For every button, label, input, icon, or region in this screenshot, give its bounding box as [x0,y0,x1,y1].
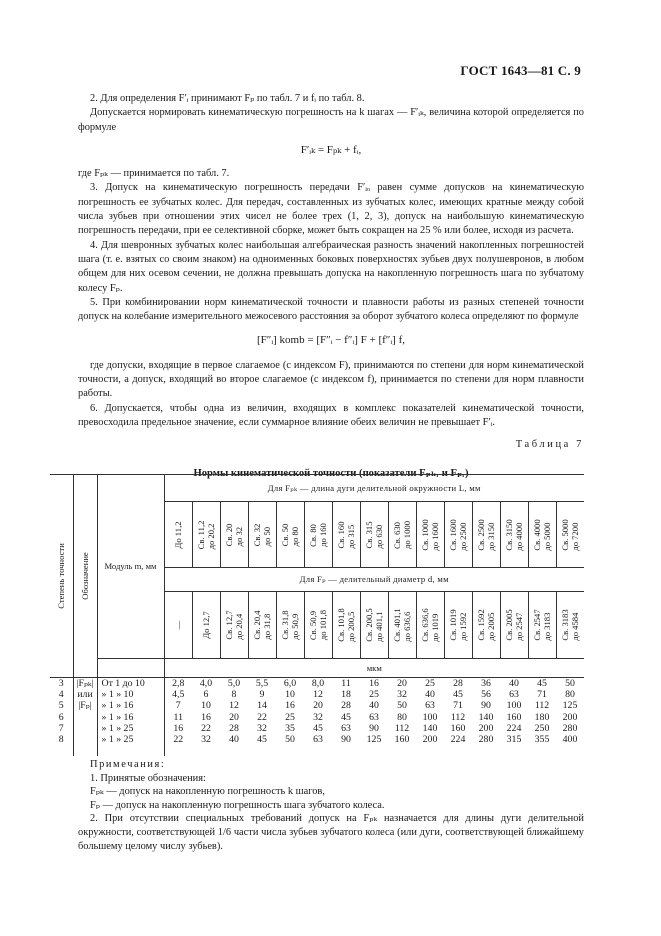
table-cell: 90 [369,722,379,734]
diam-range-line: Св. 401,1 [392,608,402,642]
arc-range-label [392,520,412,548]
diam-range-label [476,609,496,640]
diam-range-cell [360,592,388,659]
arc-range-cell [556,502,584,568]
notes-heading: Примечания: [90,759,166,770]
table-cell: 45 [313,722,323,734]
diam-range-cell [276,592,304,659]
table-cell: 11 [341,678,351,689]
arc-range-label [196,520,216,549]
diam-range-line: до 101,8 [318,609,328,641]
degree-value: 4 [58,689,64,701]
diam-range-line: Св. 1019 [448,609,458,641]
table-cell: 200 [478,722,494,734]
arc-range-line: до 80 [290,526,300,546]
table-cell: 40 [509,678,519,689]
table-cell: 10 [285,689,295,701]
table-cell: 160 [450,722,466,734]
table-cell: 12 [229,700,239,712]
paragraph-5: 5. При комбинировании норм кинематической точности и плавности работы из разных степеней точности допуск на колебание измерительного межосевого расстояния за оборот зубчатого колеса определяют по формуле [78,296,584,323]
table-cell: 200 [422,734,438,746]
table-cell: 10 [201,700,211,712]
table-cell: 224 [450,734,466,746]
arc-range-label [252,523,272,546]
table-cell: 90 [341,734,351,746]
arc-range-line: Св. 2500 [476,518,486,551]
table-cell: 63 [341,722,351,734]
arc-range-line: Св. 1000 [420,518,430,551]
diam-range-cell [304,592,332,659]
diam-range-label [448,609,468,640]
arc-range-label [532,519,552,550]
table-cell: 22 [173,734,184,746]
arc-range-line: Св. 315 [364,521,374,548]
symbol-column [73,678,97,756]
table-cell: 20 [313,700,323,712]
value-column [500,678,528,756]
diam-range-cell [332,592,360,659]
diam-range-line: Св. 200,5 [364,608,374,642]
diam-range-cell [444,592,472,659]
diam-range-cell [388,592,416,659]
table-cell: 112 [394,722,410,734]
value-column [248,678,276,756]
paragraph-4: 4. Для шевронных зубчатых колес наибольшая алгебраическая разность значений накопленных погрешностей шага (т. е. взятых со своим знаком) на одноименных боковых поверхностях зубьев двух полушевронов, в любом общем для них осевом сечении, не должна превышать допуска на накопленную погрешность шага по зубчатому колесу Fₚ. [78,239,584,294]
diam-range-label [173,621,183,630]
note-2: 2. При отсутствии специальных требований допуск на Fₚₖ назначается для длины дуги делительной окружности, соответствующей 1/6 части числа зубьев зубчатого колеса (или дуги, соответствующей ближайшему большему целому числу зубьев). [78,813,584,852]
arc-range-cell [528,502,556,568]
arc-range-line: Св. 3150 [504,518,514,551]
table-cell: 71 [537,689,547,701]
table-cell: 9 [259,689,265,701]
table-title: Нормы кинематической точности (показатели Fₚₖᵣ и Fₚᵣ) [193,467,469,479]
degree-value: 8 [58,734,64,746]
diam-range-line: до 31,8 [262,613,272,640]
diam-range-line: Св. 31,8 [280,610,290,640]
arc-header: Для Fₚₖ — длина дуги делительной окружности L, мм [164,475,584,502]
diam-range-line: Св. 101,8 [336,608,346,642]
diam-range-label [224,610,244,639]
table-cell: 250 [534,722,550,734]
arc-range-cell [444,502,472,568]
table-cell: 45 [341,711,351,723]
value-column [332,678,360,756]
diam-range-line: до 2547 [514,612,524,641]
arc-header-row [50,475,584,502]
diam-range-label [336,608,356,641]
value-column [276,678,304,756]
unit-row [50,659,584,678]
arc-range-cell [304,502,332,568]
arc-range-label [560,519,580,550]
degree-column [50,678,73,756]
table-cell: 16 [201,711,211,723]
unit-label: мкм [366,662,382,673]
table-cell: 112 [450,711,466,723]
body-text [78,92,584,481]
table-cell: 22 [201,722,211,734]
diam-range-label [308,610,328,640]
module-value: » 1 » 16 [101,700,134,712]
diam-range-cell [472,592,500,659]
arc-range-line: до 160 [318,522,328,547]
arc-range-line: До 11,2 [173,520,183,549]
table-cell: 35 [285,722,295,734]
note-1: 1. Принятые обозначения: [90,772,206,784]
degree-value: 7 [58,722,64,734]
arc-range-line: Св. 160 [336,521,346,548]
table-cell: 8,0 [311,678,325,689]
table-cell: 7 [175,700,181,712]
diam-range-line: Св. 2005 [504,609,514,641]
table-cell: 140 [478,711,494,723]
diam-range-cell [528,592,556,659]
diam-range-cell [556,592,584,659]
table-cell: 20 [229,711,239,723]
arc-range-line: Св. 11,2 [196,520,206,549]
diam-range-label [280,610,300,639]
arc-range-cell [388,502,416,568]
arc-range-line: Св. 630 [392,521,402,549]
arc-range-label [420,519,440,550]
table-cell: 100 [422,711,438,723]
table-cell: 16 [173,722,184,734]
value-column [528,678,556,756]
table-cell: 45 [257,734,267,746]
arc-range-cell [248,502,276,568]
table-cell: 315 [506,734,522,746]
table-cell: 28 [229,722,239,734]
table-cell: 224 [506,722,522,734]
diam-range-line: до 200,5 [346,611,356,642]
table-caption: Таблица 7 [515,439,584,451]
diam-range-line: Св. 1592 [476,609,486,641]
diam-range-cell [164,592,192,659]
arc-range-line: Св. 5000 [560,518,571,551]
table-cell: 36 [481,678,491,689]
diam-range-line: до 4584 [570,612,581,641]
arc-range-line: до 5000 [542,522,552,551]
arc-range-cell [192,502,220,568]
arc-range-line: Св. 20 [224,523,234,546]
value-column [388,678,416,756]
arc-range-line: Св. 1600 [448,518,458,551]
arc-range-line: до 630 [374,524,384,548]
value-column [164,678,192,756]
diam-range-line: Св. 3183 [560,609,571,641]
table-cell: 40 [369,700,379,712]
value-column [556,678,584,756]
diam-range-label [504,609,524,640]
table-cell: 20 [397,678,407,689]
table-cell: 180 [534,711,550,723]
arc-range-line: до 1600 [430,522,440,551]
table-cell: 40 [229,734,239,746]
diam-range-label [532,609,552,640]
table-cell: 63 [313,734,323,746]
diam-range-cell [416,592,444,659]
arc-range-cell [472,502,500,568]
arc-range-line: до 7200 [570,522,581,551]
table-cell: 12 [313,689,323,701]
table-cell: 28 [341,700,351,712]
table-cell: 8 [231,689,237,701]
arc-range-line: до 315 [346,524,356,548]
arc-range-line: Св. 80 [308,523,318,547]
paragraph-2: 2. Для определения F′ᵢ принимают Fₚ по табл. 7 и fᵢ по табл. 8. [90,93,365,104]
arc-range-cell [500,502,528,568]
diam-range-line: до 20,4 [234,613,244,640]
value-column [416,678,444,756]
value-column [472,678,500,756]
table-cell: 100 [506,700,522,712]
diam-range-cell [192,592,220,659]
arc-range-line: до 20,2 [206,523,216,549]
arc-range-label [336,521,356,548]
arc-range-cell [220,502,248,568]
formula-komb: [F″ᵢ] komb = [F″ᵢ − f″ᵢ] F + [f″ᵢ] f, [256,334,405,347]
degree-value: 3 [58,678,64,689]
table-cell: 32 [257,722,267,734]
diam-range-line: до 3183 [542,612,552,641]
arc-range-cell [416,502,444,568]
symbol-header: Обозначение [80,552,90,600]
diam-range-line: Св. 636,6 [420,608,430,642]
symbol-value: |Fₚₖ| [76,678,94,689]
table-cell: 11 [173,711,183,723]
arc-range-cell [164,502,192,568]
value-column [192,678,220,756]
diam-range-cell [500,592,528,659]
table-cell: 160 [506,711,522,723]
module-value: » 1 » 25 [101,722,134,734]
degree-header: Степень точности [56,543,67,609]
table-cell: 50 [397,700,407,712]
arc-range-line: Св. 32 [252,523,262,546]
page-header: ГОСТ 1643—81 С. 9 [460,63,581,78]
diam-range-line: До 12,7 [201,611,211,639]
diam-range-line: Св. 12,7 [224,610,234,640]
arc-range-line: до 1000 [402,520,412,549]
table-cell: 80 [397,711,407,723]
diam-range-line: — [173,620,183,630]
symbol-value: |Fₚ| [78,700,92,712]
diam-range-cell [220,592,248,659]
table-cell: 71 [453,700,463,712]
arc-range-line: до 3150 [486,522,496,551]
arc-range-line: Св. 4000 [532,518,542,551]
table-cell: 45 [453,689,463,701]
table-cell: 140 [422,722,438,734]
diam-range-cell [248,592,276,659]
table-cell: 16 [285,700,295,712]
diam-range-line: Св. 20,4 [252,610,262,640]
table-cell: 112 [534,700,550,712]
arc-range-label [308,523,328,547]
value-column [304,678,332,756]
arc-range-cell [360,502,388,568]
arc-range-label [224,523,244,546]
diam-range-line: до 2005 [486,612,496,641]
diam-range-line: до 1592 [458,612,468,641]
table-cell: 6,0 [283,678,297,689]
paragraph-3: 3. Допуск на кинематическую погрешность передачи F′ᵢₒ равен сумме допусков на кинематическую погрешность ее зубчатых колес. Для передач, составленных из зубчатых колес, имеющих кратные между собой числа зубьев при отношении этих чисел не более трех (1, 2, 3), допуск на наибольшую кинематическую погрешность передачи, при ее селективной сборке, может быть сокращен на 25 % или более, исходя из расчета. [78,182,584,237]
arc-range-label [280,523,300,546]
table-cell: 63 [425,700,435,712]
note-1b: Fₚ — допуск на накопленную погрешность шага зубчатого колеса. [90,799,385,811]
degree-value: 5 [58,700,64,712]
table-cell: 63 [509,689,519,701]
module-value: От 1 до 10 [101,678,145,689]
value-column [220,678,248,756]
table-cell: 90 [481,700,491,712]
table-cell: 56 [481,689,491,701]
table-cell: 280 [478,734,494,746]
arc-range-label [173,521,183,548]
table-cell: 6 [203,689,209,701]
notes [78,758,584,853]
table-cell: 16 [369,678,379,689]
table-cell: 40 [425,689,435,701]
diam-range-label [392,608,412,641]
symbol-header-cell [73,475,97,678]
table-cell: 160 [394,734,410,746]
degree-header-cell [50,475,73,678]
arc-range-label [476,519,496,550]
table-cell: 28 [453,678,463,689]
table-cell: 25 [285,711,295,723]
table-cell: 125 [562,700,578,712]
module-value: » 1 » 10 [101,689,134,701]
diam-range-line: до 401,1 [374,611,384,642]
arc-range-line: до 50 [262,526,272,546]
symbol-value: или [77,689,93,701]
table-cell: 400 [562,734,578,746]
table-cell: 5,0 [227,678,241,689]
table-cell: 25 [369,689,379,701]
note-1a: Fₚₖ — допуск на накопленную погрешность k шагов, [90,786,325,798]
table-cell: 280 [562,722,578,734]
table-cell: 2,8 [172,678,185,689]
table-cell: 32 [397,689,407,701]
arc-range-label [504,519,524,550]
formula-fik: F′ᵢₖ = Fₚₖ + fᵢ, [300,143,362,156]
diam-range-line: до 1019 [430,613,440,642]
arc-range-line: до 2500 [458,522,468,551]
degree-value: 6 [58,711,64,723]
table-cell: 45 [537,678,547,689]
table-cell: 4,5 [172,689,185,701]
arc-range-cell [276,502,304,568]
diam-range-line: до 50,9 [290,613,300,640]
table-cell: 4,0 [199,678,213,689]
table-cell: 50 [285,734,295,746]
arc-range-label [448,519,468,550]
module-value: » 1 » 16 [101,711,134,723]
diam-range-label [420,608,440,641]
paragraph-where: где Fₚₖ — принимается по табл. 7. [78,168,230,180]
table-cell: 355 [534,734,550,746]
table-cell: 32 [201,734,211,746]
table-cell: 14 [257,700,267,712]
module-value: » 1 » 25 [101,734,134,746]
table-cell: 32 [313,711,323,723]
paragraph-6: 6. Допускается, чтобы одна из величин, входящих в комплекс показателей кинематической точности, превосходила предельное значение, если суммарное влияние обеих величин не превышает F′ᵢ. [78,402,584,428]
arc-range-line: Св. 50 [280,523,290,546]
table-cell: 18 [341,689,351,701]
diam-range-label [252,610,272,639]
table-cell: 5,5 [255,678,269,689]
arc-range-line: до 4000 [514,522,524,551]
kinematic-accuracy-table [50,474,584,756]
diam-range-line: Св. 2547 [532,609,542,641]
table-cell: 125 [366,734,382,746]
table-cell: 63 [369,711,379,723]
arc-range-line: до 32 [234,526,244,546]
table-cell: 80 [565,689,575,701]
table-cell: 25 [425,678,435,689]
diam-range-line: Св. 50,9 [308,610,318,641]
arc-range-label [364,521,384,548]
diam-range-label [201,611,211,638]
arc-range-cell [332,502,360,568]
table-cell: 22 [257,711,267,723]
diam-range-label [364,608,384,641]
table-row [50,678,584,756]
paragraph-5-cont: где допуски, входящие в первое слагаемое (с индексом F), принимаются по степени для норм кинематической точности, а допуск, входящий во второе слагаемое (с индексом f), принимается по степени для норм плавности работы. [78,359,584,400]
module-column [97,678,164,756]
value-column [360,678,388,756]
diam-range-label [560,609,580,640]
value-column [444,678,472,756]
paragraph-2-cont: Допускается нормировать кинематическую погрешность на k шагах — F′ᵢₖ, величина которой определяется по формуле [78,107,584,133]
table-cell: 200 [562,711,578,723]
table-cell: 50 [565,678,575,689]
diam-range-line: до 636,6 [402,611,412,642]
diam-header: Для Fₚ — делительный диаметр d, мм [164,568,584,592]
module-header: Модуль m, мм [97,475,164,659]
